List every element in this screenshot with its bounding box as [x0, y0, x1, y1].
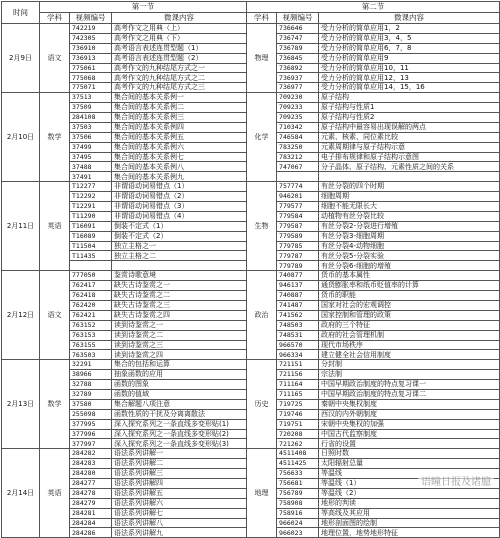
section2-lesson-topic: 原子结构: [319, 93, 500, 103]
section2-video-code: 721262: [277, 439, 319, 449]
section2-lesson-topic: 宋朝中央集权的加强: [319, 419, 500, 429]
section2-subject-cell: 政治: [247, 271, 277, 360]
section1-header: 第一节: [40, 2, 247, 13]
table-row: [2, 93, 500, 103]
section1-lesson-topic: 非谓语动词易错点（4）: [112, 211, 247, 221]
section1-lesson-topic: 语法系列讲解一: [112, 449, 247, 459]
section1-lesson-topic: 非谓语动词易错点（3）: [112, 202, 247, 212]
section2-video-code: 747067: [277, 162, 319, 172]
section2-lesson-topic: 秦朝中央集权制度: [319, 399, 500, 409]
section2-video-code: 758908: [277, 498, 319, 508]
section1-lesson-topic: 集合间的基本关系例四: [112, 122, 247, 132]
section2-lesson-topic: 国家对社会的宏观调控: [319, 300, 500, 310]
section1-lesson-topic: 集合的包括和运算: [112, 360, 247, 370]
section2-video-code: 719725: [277, 399, 319, 409]
section2-video-code: 4511408: [277, 449, 319, 459]
section1-video-code: 763152: [70, 320, 112, 330]
section1-lesson-topic: 深入探究系列之一条直线多变形贴(1): [112, 419, 247, 429]
section2-lesson-topic: 细胞周期: [319, 192, 500, 202]
section1-lesson-topic: 深入探究系列之一条直线多变形贴(2): [112, 429, 247, 439]
section2-video-code: 779789: [277, 261, 319, 271]
section2-lesson-topic: 太阳辐射总量: [319, 459, 500, 469]
section1-lesson-topic: 集合间的基本关系例一: [112, 93, 247, 103]
section2-lesson-topic: 等高线及其应用: [319, 508, 500, 518]
section1-video-code: T12277: [70, 182, 112, 192]
section1-video-code: 742305: [70, 33, 112, 43]
section1-video-code: T11504: [70, 241, 112, 251]
section1-video-code: 37506: [70, 132, 112, 142]
section2-video-code: 740877: [277, 271, 319, 281]
section2-empty-cell: [319, 172, 500, 182]
table-row: [2, 24, 500, 34]
section2-video-code: 721151: [277, 360, 319, 370]
section2-lesson-topic: 有丝分裂2-分裂进行增殖: [319, 221, 500, 231]
section1-video-code: 37491: [70, 172, 112, 182]
section1-video-code: 37495: [70, 152, 112, 162]
section1-lesson-topic: 高考作文之用典（下）: [112, 33, 247, 43]
watermark: 语瞳日报及诸臆: [418, 473, 494, 488]
section1-video-code: 37503: [70, 122, 112, 132]
section2-subject-cell: 物理: [247, 24, 277, 93]
section1-lesson-topic: 集合间的基本关系例三: [112, 113, 247, 123]
section2-video-code: 946201: [277, 192, 319, 202]
section2-lesson-topic: 有丝分裂5-分裂实验: [319, 251, 500, 261]
section2-lesson-topic: 元素、核素、同位素比较: [319, 132, 500, 142]
section2-video-code: 966023: [277, 528, 319, 538]
section1-lesson-topic: 集合间的基本关系例二: [112, 103, 247, 113]
section1-video-code: 32291: [70, 360, 112, 370]
section1-video-code: T11290: [70, 211, 112, 221]
section2-lesson-topic: 行省的设置: [319, 439, 500, 449]
section2-video-code: 946137: [277, 281, 319, 291]
section1-lesson-topic: 集合间的基本关系例九: [112, 172, 247, 182]
section2-subject-cell: 化学: [247, 93, 277, 182]
table-row: [2, 182, 500, 192]
section2-video-code: 736747: [277, 33, 319, 43]
section1-lesson-topic: 语法系列讲解五: [112, 488, 247, 498]
section2-lesson-topic: 有丝分裂3-细胞周期: [319, 231, 500, 241]
section1-video-code: 736910: [70, 43, 112, 53]
section2-lesson-topic: 国家控制和管理的政策: [319, 310, 500, 320]
section2-video-code: 757774: [277, 182, 319, 192]
section1-video-code: T16089: [70, 231, 112, 241]
section1-empty-cell: [112, 261, 247, 271]
content-header: 微课内容: [112, 13, 247, 24]
code-header: 视频编号: [277, 13, 319, 24]
section2-video-code: 711164: [277, 380, 319, 390]
section1-video-code: 255098: [70, 409, 112, 419]
section1-subject-cell: 数学: [40, 93, 70, 182]
section1-lesson-topic: 高考作文的九种结尾方式之二: [112, 73, 247, 83]
section1-lesson-topic: 函数的值域: [112, 389, 247, 399]
table-row: [2, 360, 500, 370]
section1-lesson-topic: 高考语言表述连贯型题（2）: [112, 53, 247, 63]
section1-video-code: T16091: [70, 221, 112, 231]
section2-video-code: 719746: [277, 409, 319, 419]
section2-lesson-topic: 等温线（1）: [319, 478, 500, 488]
section1-lesson-topic: 倒装不定式（1）: [112, 221, 247, 231]
section2-video-code: 736845: [277, 53, 319, 63]
section2-video-code: 779584: [277, 211, 319, 221]
section2-lesson-topic: 中国古代监察制度: [319, 429, 500, 439]
section2-lesson-topic: 细胞不能无限长大: [319, 202, 500, 212]
section1-lesson-topic: 语法系列讲解六: [112, 498, 247, 508]
section2-lesson-topic: 地理位置，地势地形特征: [319, 528, 500, 538]
section2-empty-cell: [277, 172, 319, 182]
section1-video-code: T12291: [70, 202, 112, 212]
date-cell: 2月13日: [2, 360, 40, 449]
section2-lesson-topic: 地形的判读: [319, 498, 500, 508]
section1-lesson-topic: 函数的图象: [112, 380, 247, 390]
section1-lesson-topic: 集合解题八项注意: [112, 399, 247, 409]
section2-video-code: 736646: [277, 24, 319, 34]
section2-video-code: 709233: [277, 103, 319, 113]
section2-video-code: 721156: [277, 370, 319, 380]
section1-lesson-topic: 集合间的基本关系例五: [112, 132, 247, 142]
section1-video-code: 377997: [70, 439, 112, 449]
section1-video-code: 763155: [70, 340, 112, 350]
section2-video-code: 736789: [277, 43, 319, 53]
section1-video-code: 775068: [70, 73, 112, 83]
section2-video-code: 758916: [277, 508, 319, 518]
section1-video-code: 284286: [70, 528, 112, 538]
section1-lesson-topic: 集合间的基本关系例八: [112, 162, 247, 172]
section1-video-code: 377995: [70, 419, 112, 429]
section2-lesson-topic: 现代市场秩序: [319, 340, 500, 350]
section1-lesson-topic: 缺失古诗鉴赏之一: [112, 281, 247, 291]
section1-video-code: T12292: [70, 192, 112, 202]
section2-video-code: 709235: [277, 113, 319, 123]
section1-lesson-topic: 独立主格之二: [112, 251, 247, 261]
section2-video-code: 748531: [277, 330, 319, 340]
section1-video-code: 32788: [70, 380, 112, 390]
section1-video-code: 284280: [70, 469, 112, 479]
section2-video-code: 756633: [277, 469, 319, 479]
section1-lesson-topic: 高考作文的九种结尾方式之一: [112, 63, 247, 73]
section1-video-code: 775071: [70, 83, 112, 93]
section2-lesson-topic: 有丝分裂6-细胞的增殖: [319, 261, 500, 271]
table-header-row: [2, 2, 500, 13]
section2-lesson-topic: 受力分析的简单应用6，7，8: [319, 43, 500, 53]
schedule-body: [2, 24, 500, 538]
section2-lesson-topic: 受力分析的简单应用12，13: [319, 73, 500, 83]
section2-video-code: 779785: [277, 241, 319, 251]
section1-video-code: 32789: [70, 389, 112, 399]
section1-video-code: 763503: [70, 350, 112, 360]
section1-video-code: 742219: [70, 24, 112, 34]
section2-lesson-topic: 受力分析的简单应用10，11: [319, 63, 500, 73]
section2-video-code: 736937: [277, 73, 319, 83]
time-header: 时间: [2, 2, 40, 24]
section1-video-code: 762418: [70, 291, 112, 301]
section1-lesson-topic: 鉴赏诗歌意境: [112, 271, 247, 281]
section2-lesson-topic: 有丝分裂4-动物细胞: [319, 241, 500, 251]
section2-lesson-topic: 动植物有丝分裂比较: [319, 211, 500, 221]
section1-video-code: 284279: [70, 498, 112, 508]
section2-video-code: 741562: [277, 310, 319, 320]
section1-lesson-topic: 缺失古诗鉴赏之二: [112, 291, 247, 301]
section2-subject-cell: 生物: [247, 182, 277, 271]
section2-subject-cell: 地理: [247, 449, 277, 538]
section1-video-code: 37580: [70, 399, 112, 409]
section1-video-code: 762417: [70, 281, 112, 291]
date-cell: 2月10日: [2, 93, 40, 182]
section1-video-code: 284278: [70, 488, 112, 498]
section2-video-code: 709230: [277, 93, 319, 103]
section2-header: 第二节: [247, 2, 500, 13]
section1-lesson-topic: 倒装不定式（2）: [112, 231, 247, 241]
section2-lesson-topic: 建立健全社会信用制度: [319, 350, 500, 360]
date-cell: 2月14日: [2, 449, 40, 538]
section2-video-code: 779577: [277, 202, 319, 212]
section2-video-code: 779589: [277, 231, 319, 241]
section1-subject-cell: 数学: [40, 360, 70, 449]
section1-video-code: 762420: [70, 300, 112, 310]
section2-lesson-topic: 中国早期政治制度的特点复习课一: [319, 380, 500, 390]
section1-video-code: 284108: [70, 113, 112, 123]
section1-subject-cell: 英语: [40, 182, 70, 271]
section2-video-code: 736892: [277, 63, 319, 73]
section1-video-code: 762421: [70, 310, 112, 320]
section2-lesson-topic: 等温线（2）: [319, 488, 500, 498]
section1-lesson-topic: 抽象函数的应用: [112, 370, 247, 380]
section1-lesson-topic: 高考作文之用典（上）: [112, 24, 247, 34]
section2-lesson-topic: 受力分析的简单应用3，4，5: [319, 33, 500, 43]
section1-video-code: 37513: [70, 93, 112, 103]
section1-video-code: 284277: [70, 478, 112, 488]
section2-lesson-topic: 地形剖面图的绘制: [319, 518, 500, 528]
section2-video-code: 748503: [277, 320, 319, 330]
section2-lesson-topic: 分封制: [319, 360, 500, 370]
section2-video-code: 783250: [277, 142, 319, 152]
section1-video-code: 284281: [70, 508, 112, 518]
subject-header: 学科: [247, 13, 277, 24]
section1-video-code: 37499: [70, 142, 112, 152]
section2-lesson-topic: 日照时数: [319, 449, 500, 459]
section1-lesson-topic: 高考作文的九种结尾方式之三: [112, 83, 247, 93]
section1-lesson-topic: 深入探究系列之一条直线多变形贴(3): [112, 439, 247, 449]
section1-lesson-topic: 读到诗鉴赏之二: [112, 330, 247, 340]
section1-lesson-topic: 语法系列讲解九: [112, 528, 247, 538]
section2-video-code: 741487: [277, 300, 319, 310]
section1-video-code: 284282: [70, 449, 112, 459]
section2-lesson-topic: 受力分析的简单应用1，2: [319, 24, 500, 34]
date-cell: 2月12日: [2, 271, 40, 360]
section2-video-code: 746584: [277, 132, 319, 142]
section2-lesson-topic: 通货膨胀率和纸币贬值率的计算: [319, 281, 500, 291]
section2-subject-cell: 历史: [247, 360, 277, 449]
section2-video-code: 779787: [277, 251, 319, 261]
section1-lesson-topic: 读到诗鉴赏之三: [112, 340, 247, 350]
section2-lesson-topic: 原子结构中最容易出现误解的两点: [319, 122, 500, 132]
section1-video-code: 777050: [70, 271, 112, 281]
section1-subject-cell: 语文: [40, 271, 70, 360]
section2-lesson-topic: 原子结构与性质2: [319, 113, 500, 123]
section1-lesson-topic: 语法系列讲解二: [112, 459, 247, 469]
section1-video-code: 284283: [70, 459, 112, 469]
section2-lesson-topic: 政府的社会管理机制: [319, 330, 500, 340]
code-header: 视频编号: [70, 13, 112, 24]
section1-video-code: 775061: [70, 63, 112, 73]
section2-video-code: 710342: [277, 122, 319, 132]
section2-lesson-topic: 宗法制: [319, 370, 500, 380]
section1-lesson-topic: 缺失古诗鉴赏之四: [112, 310, 247, 320]
section2-video-code: 966024: [277, 518, 319, 528]
date-cell: 2月11日: [2, 182, 40, 271]
section1-lesson-topic: 集合间的基本关系例七: [112, 152, 247, 162]
section2-video-code: 756789: [277, 488, 319, 498]
table-subheader-row: [2, 13, 500, 24]
subject-header: 学科: [40, 13, 70, 24]
section1-lesson-topic: 读到诗鉴赏之四: [112, 350, 247, 360]
section1-lesson-topic: 高考语言表述连贯型题（1）: [112, 43, 247, 53]
section1-empty-cell: [70, 261, 112, 271]
section1-video-code: 763153: [70, 330, 112, 340]
section1-video-code: T11435: [70, 251, 112, 261]
section2-video-code: 966334: [277, 350, 319, 360]
schedule-table: [1, 1, 500, 538]
section1-subject-cell: 英语: [40, 449, 70, 538]
section2-video-code: 779587: [277, 221, 319, 231]
table-row: [2, 271, 500, 281]
section2-lesson-topic: 受力分析的简单应用9: [319, 53, 500, 63]
section2-video-code: 756681: [277, 478, 319, 488]
section2-lesson-topic: 受力分析的简单应用14，15，16: [319, 83, 500, 93]
section2-video-code: 719751: [277, 419, 319, 429]
section2-lesson-topic: 元素周期律与原子结构示意: [319, 142, 500, 152]
section2-lesson-topic: 分子晶体、原子结构、元素性质之间的关系: [319, 162, 500, 172]
section2-lesson-topic: 政府的三个特征: [319, 320, 500, 330]
table-row: [2, 449, 500, 459]
section2-lesson-topic: 中国早期政治制度的特点复习课二: [319, 389, 500, 399]
section1-lesson-topic: 非谓语动词易错点（1）: [112, 182, 247, 192]
section1-video-code: 284284: [70, 518, 112, 528]
section1-lesson-topic: 集合间的基本关系例六: [112, 142, 247, 152]
section2-video-code: 711165: [277, 389, 319, 399]
section1-video-code: 377996: [70, 429, 112, 439]
section1-video-code: 736913: [70, 53, 112, 63]
section1-lesson-topic: 语法系列讲解八: [112, 518, 247, 528]
section1-video-code: 37509: [70, 103, 112, 113]
section1-lesson-topic: 非谓语动词易错点（2）: [112, 192, 247, 202]
section2-lesson-topic: 有丝分裂的四个时期: [319, 182, 500, 192]
content-header: 微课内容: [319, 13, 500, 24]
section2-video-code: 736977: [277, 83, 319, 93]
section1-lesson-topic: 缺失古诗鉴赏之三: [112, 300, 247, 310]
section1-subject-cell: 语文: [40, 24, 70, 93]
section2-lesson-topic: 西汉的内外朝制度: [319, 409, 500, 419]
section2-video-code: 4511425: [277, 459, 319, 469]
section1-lesson-topic: 函数性质的干扰及分离离散法: [112, 409, 247, 419]
section1-lesson-topic: 语法系列讲解四: [112, 478, 247, 488]
section2-lesson-topic: 货币的职能: [319, 291, 500, 301]
section2-video-code: 966570: [277, 340, 319, 350]
date-cell: 2月9日: [2, 24, 40, 93]
section1-lesson-topic: 语法系列讲解七: [112, 508, 247, 518]
section2-video-code: 740887: [277, 291, 319, 301]
section2-lesson-topic: 货币的基本属性: [319, 271, 500, 281]
section1-lesson-topic: 语法系列讲解三: [112, 469, 247, 479]
section2-video-code: 783212: [277, 152, 319, 162]
section1-video-code: 37488: [70, 162, 112, 172]
section2-lesson-topic: 原子结构与性质1: [319, 103, 500, 113]
section2-lesson-topic: 电子排布规律和原子结构示意图: [319, 152, 500, 162]
section2-video-code: 720208: [277, 429, 319, 439]
section1-lesson-topic: 独立主格之一: [112, 241, 247, 251]
section1-lesson-topic: 读到诗鉴赏之一: [112, 320, 247, 330]
section2-lesson-topic: 等温线: [319, 469, 500, 479]
section1-video-code: 38966: [70, 370, 112, 380]
